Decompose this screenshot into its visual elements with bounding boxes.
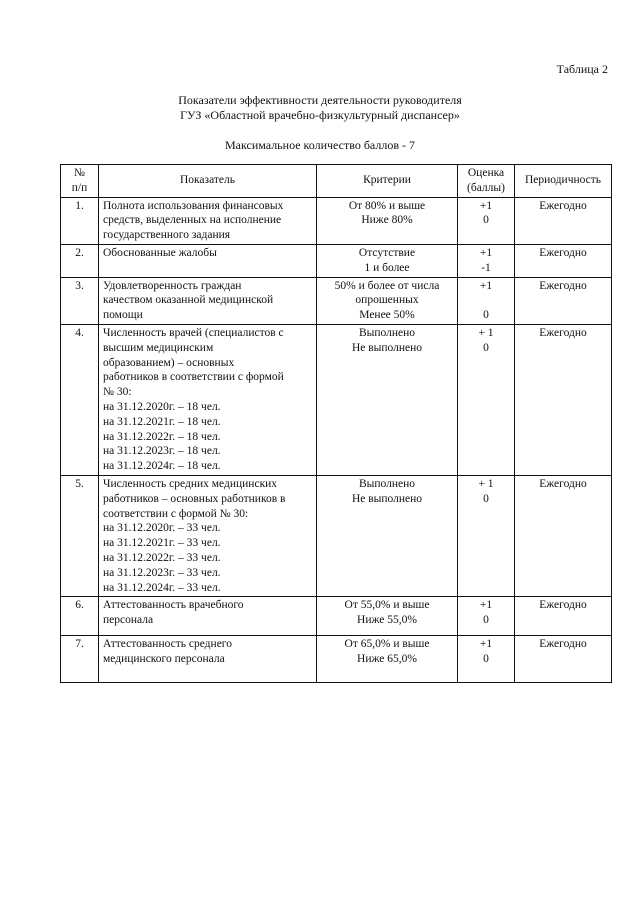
indicator-line: на 31.12.2021г. – 18 чел.: [103, 415, 221, 428]
header-number: [61, 165, 99, 198]
table-row: [61, 244, 612, 277]
table-row: [61, 597, 612, 636]
indicator-line: образованием) – основных: [103, 356, 235, 369]
row-number: 5.: [61, 475, 99, 596]
row-indicator: [99, 324, 317, 475]
indicator-line: Удовлетворенность граждан: [103, 279, 242, 292]
indicator-line: на 31.12.2021г. – 33 чел.: [103, 537, 221, 550]
criteria-line: От 55,0% и выше: [344, 599, 430, 612]
row-score: [458, 277, 515, 324]
table-row: [61, 197, 612, 244]
indicator-line: на 31.12.2023г. – 33 чел.: [103, 566, 221, 579]
score-spacer: [462, 293, 510, 308]
row-score: [458, 244, 515, 277]
score-line: +1: [479, 199, 493, 212]
indicator-line: соответствии с формой № 30:: [103, 507, 249, 520]
indicator-line: на 31.12.2024г. – 33 чел.: [103, 581, 221, 594]
header-criteria: Критерии: [317, 165, 458, 198]
row-periodicity: Ежегодно: [515, 597, 612, 636]
score-line: 0: [483, 214, 489, 227]
score-line: 0: [483, 309, 489, 322]
header-number-line2: п/п: [71, 181, 88, 194]
document-title-line1: Показатели эффективности деятельности руководителя: [178, 93, 462, 107]
score-line: -1: [481, 261, 491, 274]
indicator-line: на 31.12.2020г. – 18 чел.: [103, 400, 221, 413]
row-criteria: [317, 324, 458, 475]
indicator-line: на 31.12.2024г. – 18 чел.: [103, 460, 221, 473]
row-score: [458, 635, 515, 682]
row-periodicity: Ежегодно: [515, 324, 612, 475]
indicator-line: работников в соответствии с формой: [103, 371, 284, 384]
score-line: 0: [483, 614, 489, 627]
row-periodicity: Ежегодно: [515, 475, 612, 596]
criteria-line: Выполнено: [358, 477, 416, 490]
row-score: [458, 197, 515, 244]
row-indicator: [99, 475, 317, 596]
max-score-caption: Максимальное количество баллов - 7: [224, 138, 416, 152]
row-criteria: [317, 197, 458, 244]
indicator-line: работников – основных работников в: [103, 492, 286, 505]
header-number-line1: №: [74, 167, 85, 179]
row-score: [458, 324, 515, 475]
score-line: + 1: [478, 326, 494, 339]
indicator-line: на 31.12.2022г. – 18 чел.: [103, 430, 221, 443]
row-number: 2.: [61, 244, 99, 277]
table-number-label: Таблица 2: [556, 62, 608, 76]
score-line: +1: [479, 599, 493, 612]
table-row: [61, 277, 612, 324]
row-number: 7.: [61, 635, 99, 682]
row-criteria: [317, 635, 458, 682]
criteria-line: Не выполнено: [351, 492, 423, 505]
row-indicator: [99, 197, 317, 244]
row-criteria: [317, 597, 458, 636]
row-criteria: [317, 244, 458, 277]
score-line: +1: [479, 246, 493, 259]
criteria-line: Отсутствие: [358, 246, 416, 259]
criteria-line: Ниже 65,0%: [357, 652, 417, 665]
score-line: + 1: [478, 477, 494, 490]
row-indicator: [99, 635, 317, 682]
row-score: [458, 597, 515, 636]
row-number: 1.: [61, 197, 99, 244]
header-score-line2: (баллы): [467, 181, 505, 194]
indicator-line: на 31.12.2022г. – 33 чел.: [103, 551, 221, 564]
document-title-line2: ГУЗ «Областной врачебно-физкультурный диспансер»: [180, 108, 460, 122]
indicator-line: Полнота использования финансовых: [103, 199, 284, 212]
indicator-line: Аттестованность среднего: [103, 637, 232, 650]
row-number: 4.: [61, 324, 99, 475]
criteria-line: Выполнено: [358, 326, 416, 339]
score-line: 0: [483, 341, 489, 354]
criteria-line: Ниже 55,0%: [357, 614, 417, 627]
criteria-line: От 80% и выше: [348, 199, 426, 212]
row-spacer: [103, 667, 312, 682]
indicator-line: государственного задания: [103, 229, 231, 242]
score-line: 0: [483, 652, 489, 665]
table-row: [61, 635, 612, 682]
row-spacer: [103, 628, 312, 634]
row-periodicity: Ежегодно: [515, 635, 612, 682]
score-line: +1: [479, 279, 493, 292]
criteria-line: 50% и более от числа: [334, 279, 440, 292]
indicator-line: Численность врачей (специалистов с: [103, 326, 284, 339]
indicator-line: на 31.12.2020г. – 33 чел.: [103, 522, 221, 535]
header-indicator: Показатель: [99, 165, 317, 198]
criteria-line: Ниже 80%: [361, 214, 413, 227]
indicators-table: [60, 164, 612, 683]
criteria-line: Менее 50%: [359, 309, 415, 322]
row-periodicity: Ежегодно: [515, 277, 612, 324]
score-line: +1: [479, 637, 493, 650]
indicator-line: № 30:: [103, 386, 132, 399]
row-criteria: [317, 277, 458, 324]
criteria-line: От 65,0% и выше: [344, 637, 430, 650]
criteria-line: 1 и более: [364, 261, 410, 274]
row-number: 3.: [61, 277, 99, 324]
criteria-line: Не выполнено: [351, 341, 423, 354]
score-line: 0: [483, 492, 489, 505]
indicator-line: средств, выделенных на исполнение: [103, 214, 282, 227]
row-periodicity: Ежегодно: [515, 197, 612, 244]
indicator-line: помощи: [103, 309, 143, 322]
header-score: [458, 165, 515, 198]
table-header-row: [61, 165, 612, 198]
indicator-line: Обоснованные жалобы: [103, 246, 217, 259]
header-score-line1: Оценка: [467, 167, 505, 179]
indicator-line: на 31.12.2023г. – 18 чел.: [103, 445, 221, 458]
row-score: [458, 475, 515, 596]
indicator-line: качеством оказанной медицинской: [103, 294, 274, 307]
row-criteria: [317, 475, 458, 596]
indicator-line: Аттестованность врачебного: [103, 599, 244, 612]
indicator-line: высшим медицинским: [103, 341, 214, 354]
table-row: [61, 475, 612, 596]
row-periodicity: Ежегодно: [515, 244, 612, 277]
indicator-line: Численность средних медицинских: [103, 477, 278, 490]
criteria-line: опрошенных: [355, 294, 419, 307]
indicator-line: персонала: [103, 614, 154, 627]
indicator-line: медицинского персонала: [103, 652, 225, 665]
header-periodicity: Периодичность: [515, 165, 612, 198]
row-indicator: [99, 277, 317, 324]
row-indicator: [99, 244, 317, 277]
row-indicator: [99, 597, 317, 636]
table-row: [61, 324, 612, 475]
row-number: 6.: [61, 597, 99, 636]
